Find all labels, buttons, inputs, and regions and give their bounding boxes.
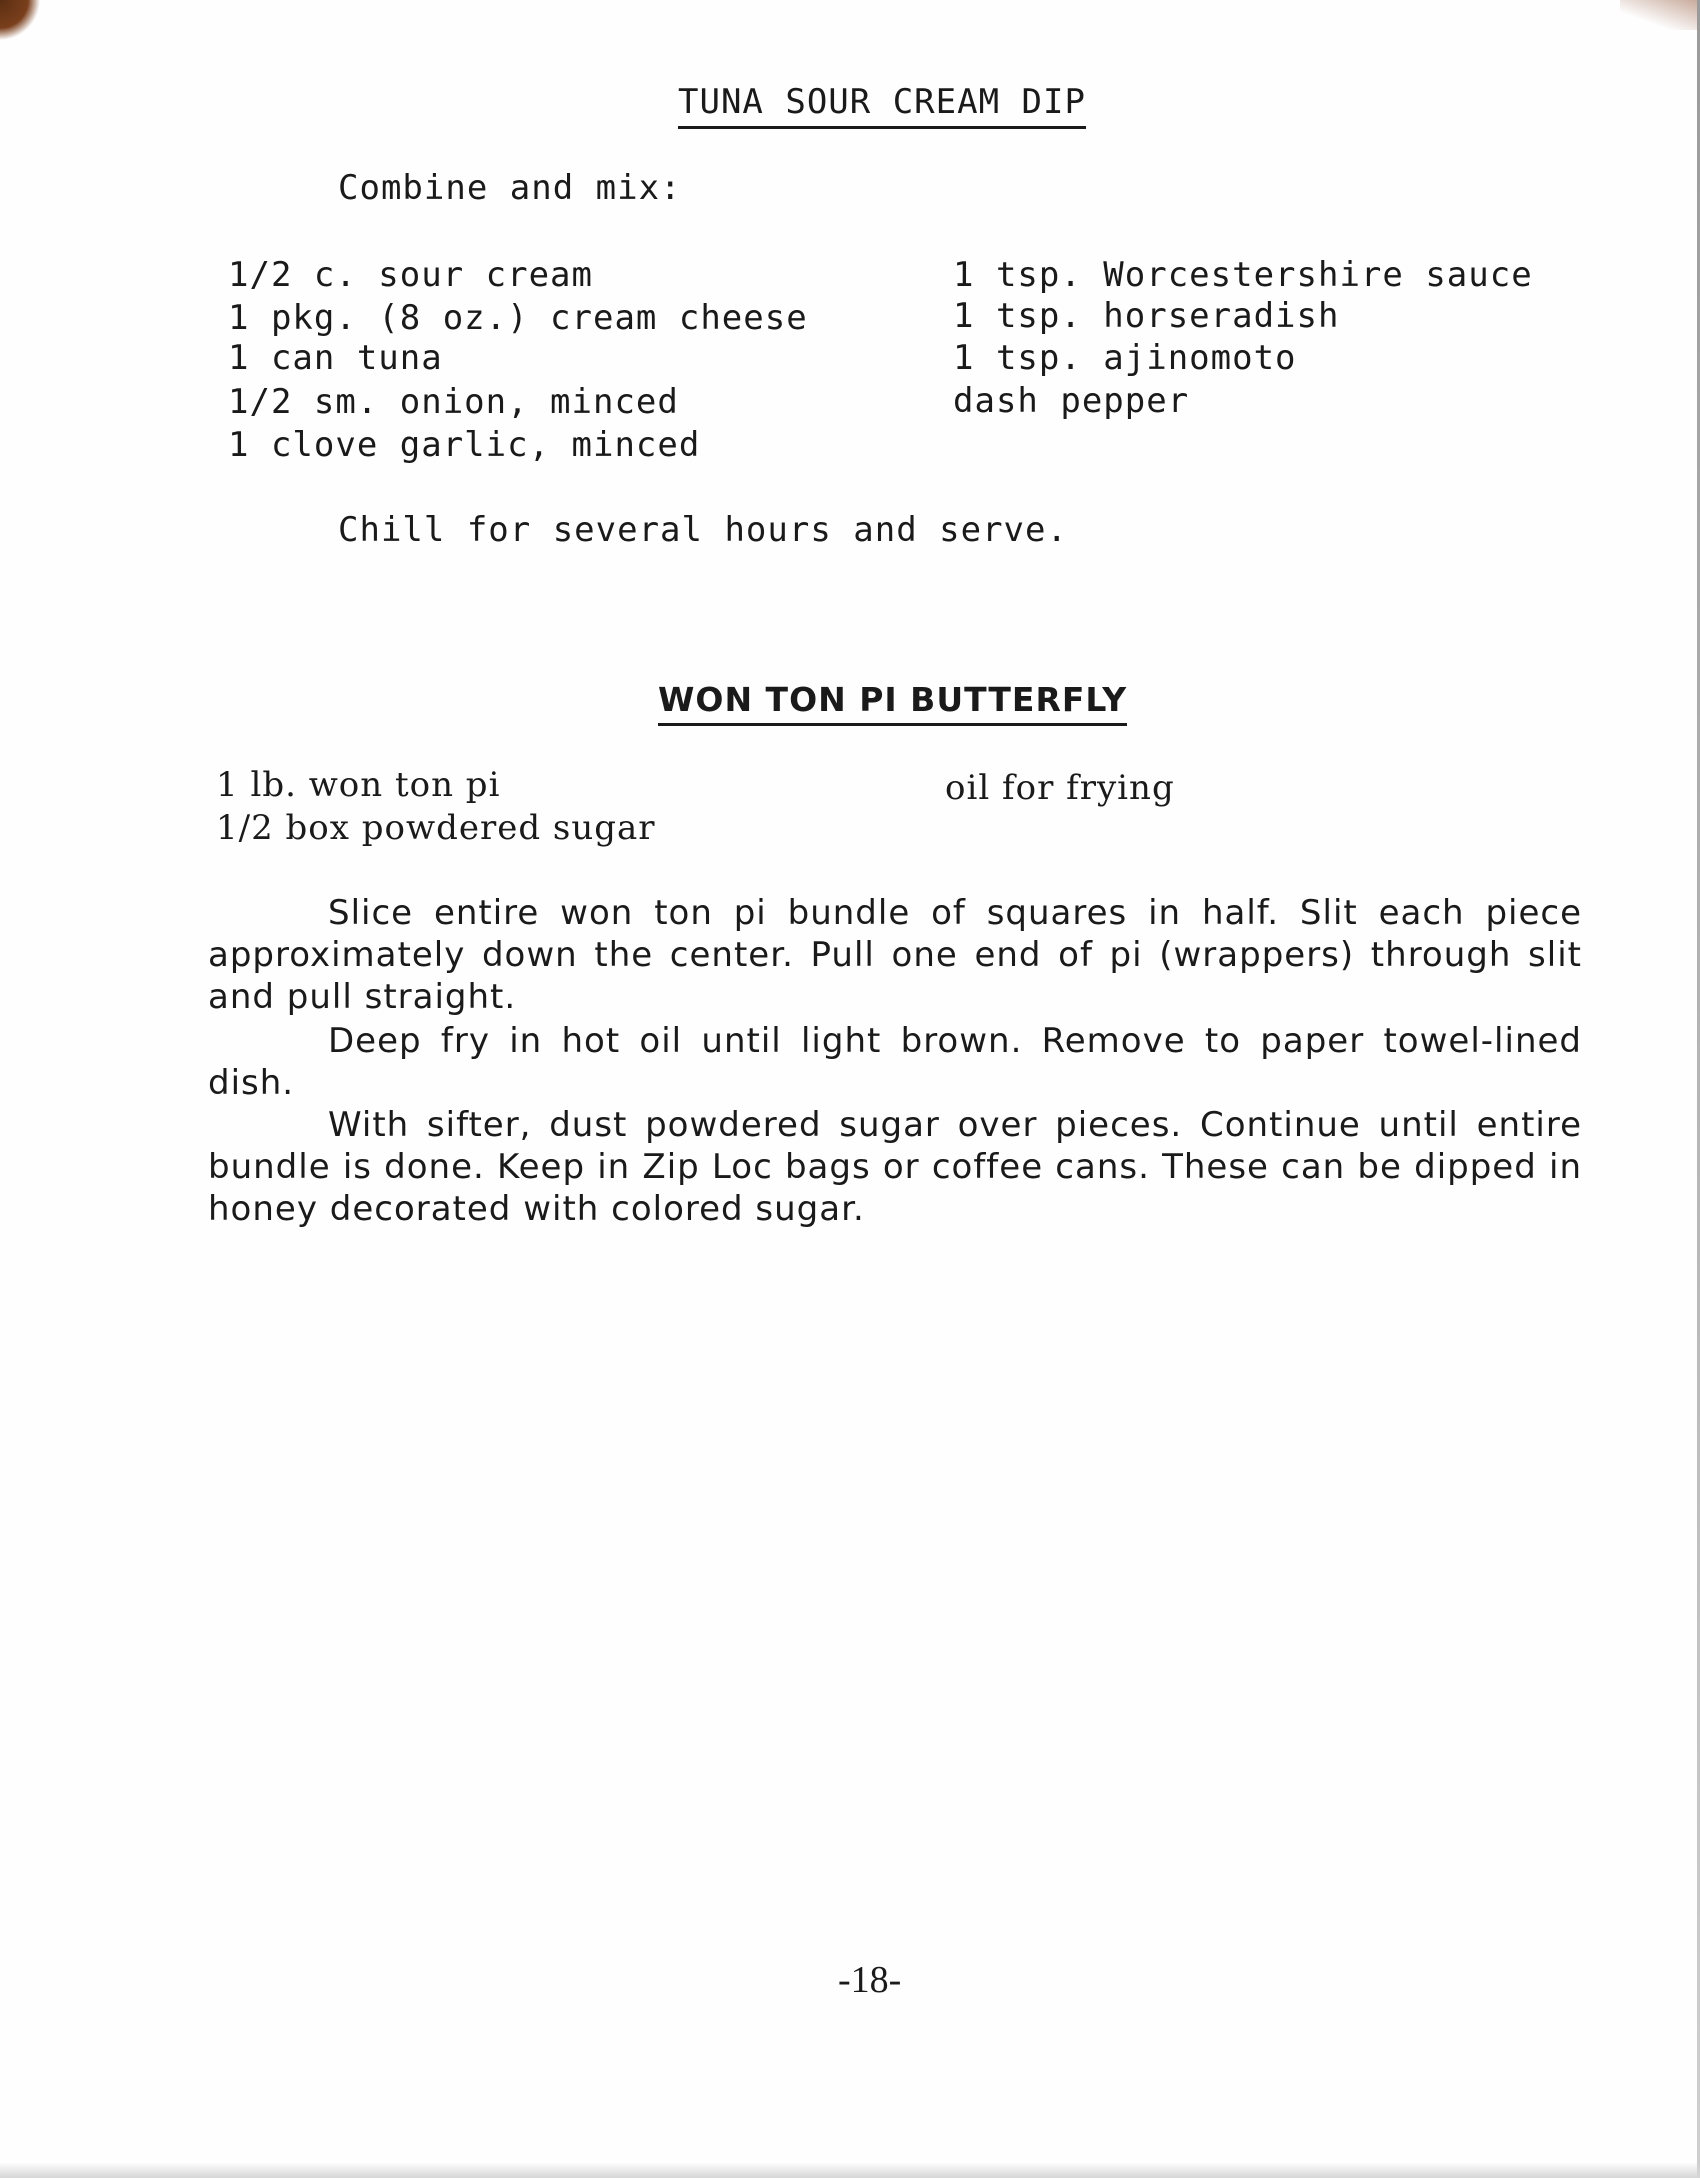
recipe-title: TUNA SOUR CREAM DIP xyxy=(678,82,1086,129)
ingredient-item: 1 pkg. (8 oz.) cream cheese xyxy=(228,298,808,338)
ingredient-item: 1 tsp. Worcestershire sauce xyxy=(953,255,1533,295)
instruction-paragraph: With sifter, dust powdered sugar over pieces. Continue until entire bundle is done. Keep in Zip Loc bags or coffee cans. These can be dipped in honey decorated with colored sugar. xyxy=(208,1105,1582,1229)
page-corner-shadow xyxy=(0,0,40,60)
page-bottom-edge xyxy=(0,2162,1700,2178)
ingredient-item: 1/2 box powdered sugar xyxy=(216,808,656,848)
recipe-title: WON TON PI BUTTERFLY xyxy=(658,680,1127,726)
ingredient-item: 1 tsp. horseradish xyxy=(953,296,1340,336)
ingredient-item: 1 lb. won ton pi xyxy=(216,765,501,805)
ingredient-item: oil for frying xyxy=(945,768,1175,808)
recipe-closing: Chill for several hours and serve. xyxy=(338,510,1068,550)
page-corner-tint xyxy=(1620,0,1700,30)
ingredient-item: dash pepper xyxy=(953,381,1190,421)
page-number: -18- xyxy=(838,1959,902,2001)
instruction-paragraph: Slice entire won ton pi bundle of squares in half. Slit each piece approximately down the center. Pull one end of pi (wrappers) through slit and pull straight. xyxy=(208,893,1582,1017)
ingredient-item: 1 clove garlic, minced xyxy=(228,425,701,465)
ingredient-item: 1 can tuna xyxy=(228,338,443,378)
ingredient-item: 1/2 sm. onion, minced xyxy=(228,382,679,422)
ingredient-item: 1/2 c. sour cream xyxy=(228,255,593,295)
recipe-intro: Combine and mix: xyxy=(338,168,682,208)
ingredient-item: 1 tsp. ajinomoto xyxy=(953,338,1297,378)
instruction-paragraph: Deep fry in hot oil until light brown. Remove to paper towel-lined dish. xyxy=(208,1021,1582,1103)
